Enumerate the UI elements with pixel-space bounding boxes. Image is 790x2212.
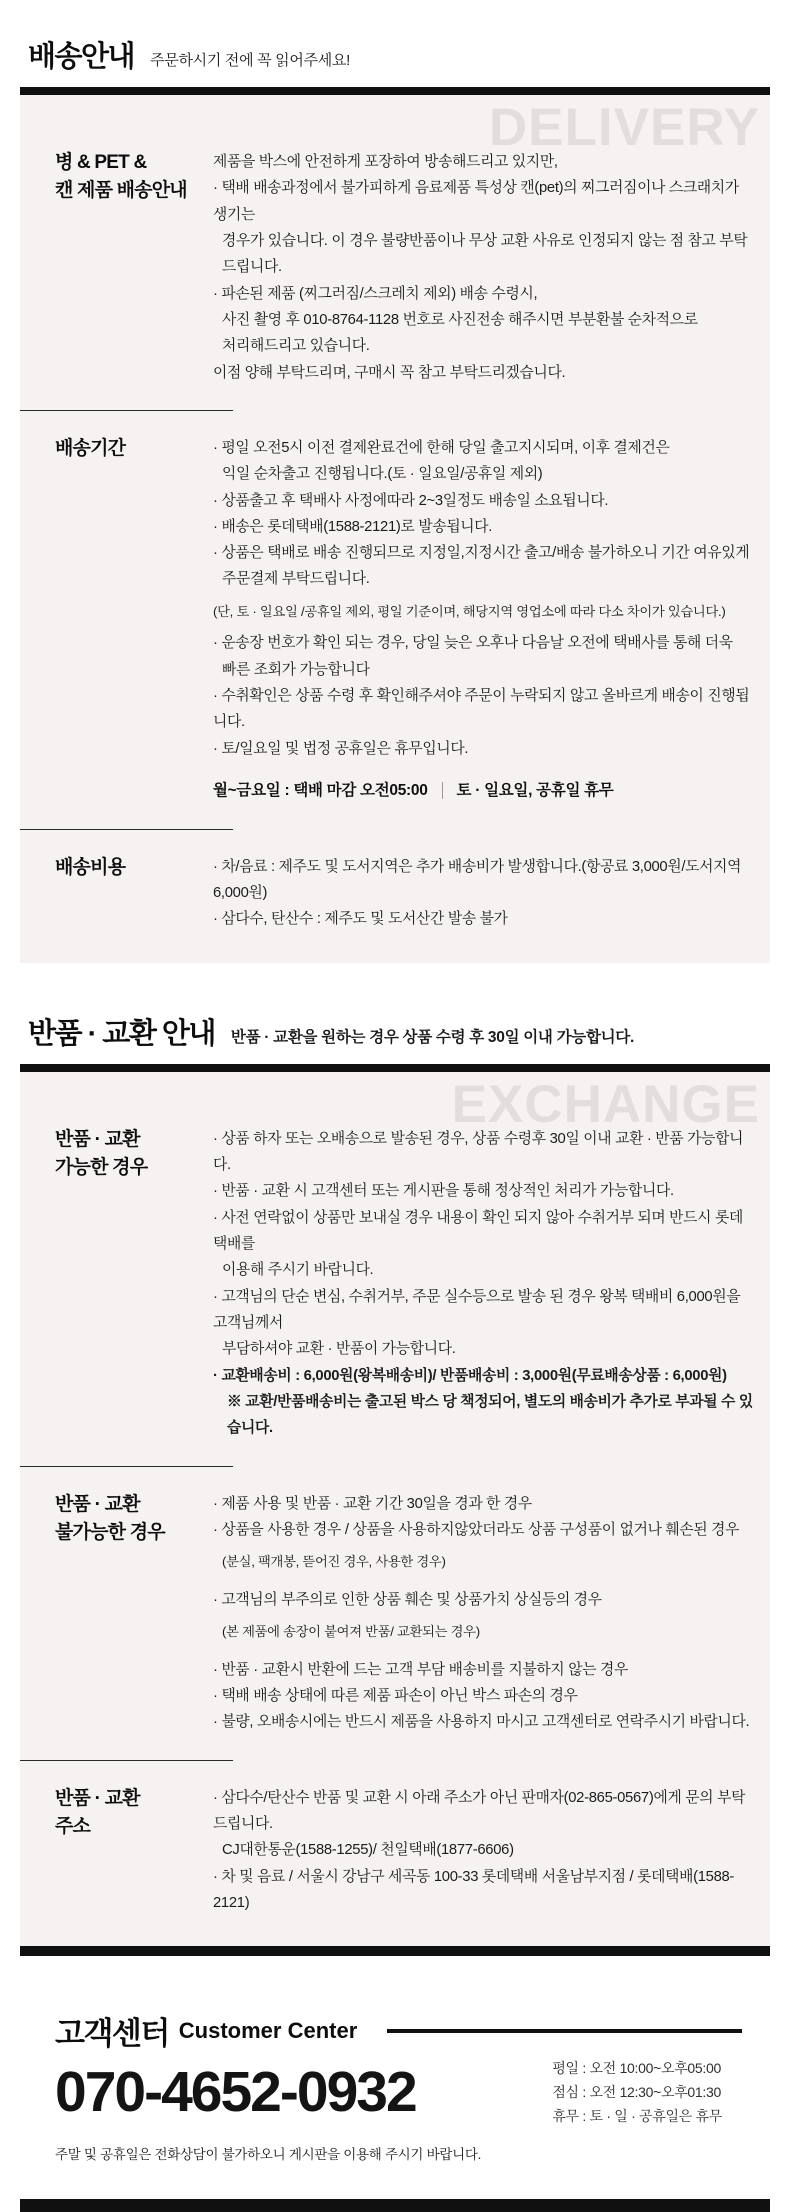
- product-notice-row: [20, 125, 770, 410]
- info-line: · 삼다수, 탄산수 : 제주도 및 도서산간 발송 불가: [213, 911, 508, 928]
- info-line: · 차/음료 : 제주도 및 도서지역은 추가 배송비가 발생합니다.(항공료 3,000원/도서지역 6,000원): [213, 858, 742, 902]
- exchange-title: 반품 · 교환 안내: [28, 1017, 215, 1050]
- customer-center: [55, 2008, 762, 2162]
- delivery-title: 배송안내: [28, 41, 135, 73]
- exchange-address-row: [20, 1761, 770, 1941]
- info-line: 이용해 주시기 바랍니다.: [222, 1262, 374, 1279]
- info-line: · 고객님의 부주의로 인한 상품 훼손 및 상품가치 상실등의 경우: [213, 1591, 602, 1608]
- delivery-period-row: [20, 411, 770, 829]
- exchange-section-header: [28, 963, 762, 1051]
- info-line: · 배송은 롯데택배(1588-2121)로 발송됩니다.: [213, 518, 493, 535]
- exchange-impossible-heading: 반품 · 교환 불가능한 경우: [55, 1493, 165, 1543]
- delivery-cost-content: [213, 854, 770, 933]
- info-line: · 수취확인은 상품 수령 후 확인해주셔야 주문이 누락되지 않고 올바르게 배송이 진행됩니다.: [213, 688, 750, 731]
- vertical-separator: [442, 782, 443, 799]
- delivery-panel: [20, 95, 770, 963]
- customer-center-subtitle: Customer Center: [178, 2017, 358, 2043]
- info-line: 빠른 조회가 가능합니다: [222, 661, 370, 678]
- info-line: · 상품출고 후 택배사 사정에따라 2~3일정도 배송일 소요됩니다.: [213, 492, 609, 509]
- delivery-subtitle: 주문하시기 전에 꼭 읽어주세요!: [150, 51, 351, 69]
- delivery-section-header: [28, 0, 762, 74]
- delivery-cost-heading: 배송비용: [55, 856, 126, 878]
- delivery-top-bar: [20, 87, 770, 95]
- info-line: · 고객님의 단순 변심, 수취거부, 주문 실수등으로 발송 된 경우 왕복 택배비 6,000원을 고객님께서: [213, 1288, 741, 1331]
- customer-center-phone: 070-4652-0932: [55, 2060, 416, 2125]
- product-notice-content: [213, 149, 770, 386]
- customer-center-header: [55, 2008, 762, 2053]
- hours-lunch: 점심 : 오전 12:30~오후01:30: [552, 2084, 721, 2101]
- info-note: (분실, 팩개봉, 뜯어진 경우, 사용한 경우): [222, 1554, 446, 1570]
- exchange-possible-content: [213, 1126, 770, 1442]
- hours-holiday: 휴무 : 토 · 일 · 공휴일은 휴무: [552, 2108, 722, 2125]
- delivery-period-heading: 배송기간: [55, 437, 126, 459]
- exchange-address-content: [213, 1785, 770, 1917]
- exchange-possible-row: [20, 1102, 770, 1466]
- exchange-panel: [20, 1072, 770, 1947]
- customer-center-hours: [552, 2057, 722, 2128]
- exchange-possible-heading: 반품 · 교환 가능한 경우: [55, 1128, 148, 1179]
- info-line: · 반품 · 교환시 반환에 드는 고객 부담 배송비를 지불하지 않는 경우: [213, 1661, 629, 1678]
- customer-center-body: [55, 2057, 762, 2128]
- info-note: (단, 토 · 일요일 /공휴일 제외, 평일 기준이며, 해당지역 영업소에 따라 다소 차이가 있습니다.): [213, 603, 726, 619]
- info-line: · 택배 배송과정에서 불가피하게 음료제품 특성상 캔(pet)의 찌그러짐이나 스크래치가 생기는: [213, 180, 739, 223]
- exchange-address-heading: 반품 · 교환 주소: [55, 1787, 140, 1838]
- info-line: CJ대한통운(1588-1255)/ 천일택배(1877-6606): [222, 1842, 514, 1859]
- info-line: · 불량, 오배송시에는 반드시 제품을 사용하지 마시고 고객센터로 연락주시기 바랍니다.: [213, 1714, 750, 1731]
- exchange-impossible-row: [20, 1467, 770, 1760]
- info-line: · 차 및 음료 / 서울시 강남구 세곡동 100-33 롯데택배 서울남부지점 / 롯데택배(1588-2121): [213, 1868, 735, 1912]
- page-bottom-bar: [20, 2199, 770, 2212]
- exchange-watermark: EXCHANGE: [451, 1074, 760, 1134]
- info-line: · 삼다수/탄산수 반품 및 교환 시 아래 주소가 아닌 판매자(02-865-0567)에게 문의 부탁드립니다.: [213, 1789, 746, 1833]
- info-note: (본 제품에 송장이 붙여져 반품/ 교환되는 경우): [222, 1624, 480, 1640]
- product-notice-heading: 병 & PET & 캔 제품 배송안내: [55, 151, 187, 202]
- info-line: 경우가 있습니다. 이 경우 불량반품이나 무상 교환 사유로 인정되지 않는 점 참고 부탁드립니다.: [222, 232, 748, 276]
- exchange-fee-line: · 교환배송비 : 6,000원(왕복배송비)/ 반품배송비 : 3,000원(무료배송상품 : 6,000원): [213, 1367, 727, 1384]
- info-line: 주문결제 부탁드립니다.: [222, 571, 370, 588]
- delivery-cost-row: [20, 830, 770, 957]
- shipping-cutoff-line: [213, 777, 756, 805]
- info-line: · 평일 오전5시 이전 결제완료건에 한해 당일 출고지시되며, 이후 결제건은: [213, 439, 670, 456]
- info-line: · 택배 배송 상태에 따른 제품 파손이 아닌 박스 파손의 경우: [213, 1688, 578, 1705]
- hours-weekday: 평일 : 오전 10:00~오후05:00: [552, 2060, 721, 2077]
- exchange-top-bar: [20, 1064, 770, 1072]
- info-line: · 상품은 택배로 배송 진행되므로 지정일,지정시간 출고/배송 불가하오니 기간 여유있게: [213, 545, 750, 562]
- info-line: 익일 순차출고 진행됩니다.(토 · 일요일/공휴일 제외): [222, 466, 543, 483]
- info-line: · 토/일요일 및 법정 공휴일은 휴무입니다.: [213, 740, 469, 757]
- exchange-fee-note: ※ 교환/반품배송비는 출고된 박스 당 책정되어, 별도의 배송비가 추가로 부과될 수 있습니다.: [227, 1393, 753, 1437]
- info-line: · 사전 연락없이 상품만 보내실 경우 내용이 확인 되지 않아 수취거부 되며 반드시 롯데택배를: [213, 1209, 743, 1252]
- exchange-subtitle: 반품 · 교환을 원하는 경우 상품 수령 후 30일 이내 가능합니다.: [230, 1028, 634, 1046]
- info-line: · 반품 · 교환 시 고객센터 또는 게시판을 통해 정상적인 처리가 가능합니다.: [213, 1183, 674, 1200]
- delivery-period-content: [213, 435, 770, 805]
- info-line: · 상품을 사용한 경우 / 상품을 사용하지않았더라도 상품 구성품이 없거나 훼손된 경우: [213, 1521, 740, 1538]
- exchange-impossible-content: [213, 1491, 770, 1736]
- cutoff-holiday: 토 · 일요일, 공휴일 휴무: [456, 782, 614, 800]
- customer-center-note: 주말 및 공휴일은 전화상담이 불가하오니 게시판을 이용해 주시기 바랍니다.: [55, 2146, 482, 2162]
- customer-center-rule: [387, 2029, 742, 2033]
- info-line: · 상품 하자 또는 오배송으로 발송된 경우, 상품 수령후 30일 이내 교환 · 반품 가능합니다.: [213, 1130, 744, 1173]
- info-line: 이점 양해 부탁드리며, 구매시 꼭 참고 부탁드리겠습니다.: [213, 364, 566, 381]
- delivery-watermark: DELIVERY: [488, 97, 760, 157]
- info-line: · 제품 사용 및 반품 · 교환 기간 30일을 경과 한 경우: [213, 1495, 532, 1512]
- customer-center-title: 고객센터: [55, 2016, 169, 2052]
- info-line: · 운송장 번호가 확인 되는 경우, 당일 늦은 오후나 다음날 오전에 택배사를 통해 더욱: [213, 635, 733, 652]
- info-line: 사진 촬영 후 010-8764-1128 번호로 사진전송 해주시면 부분환불 순차적으로: [222, 311, 698, 328]
- info-line: · 파손된 제품 (찌그러짐/스크레치 제외) 배송 수령시,: [213, 285, 538, 302]
- cutoff-weekday: 월~금요일 : 택배 마감 오전05:00: [213, 782, 428, 800]
- exchange-bottom-bar: [20, 1946, 770, 1956]
- info-line: 처리해드리고 있습니다.: [222, 338, 370, 355]
- info-line: 부담하셔야 교환 · 반품이 가능합니다.: [222, 1341, 456, 1358]
- info-line: 제품을 박스에 안전하게 포장하여 방송해드리고 있지만,: [213, 153, 558, 170]
